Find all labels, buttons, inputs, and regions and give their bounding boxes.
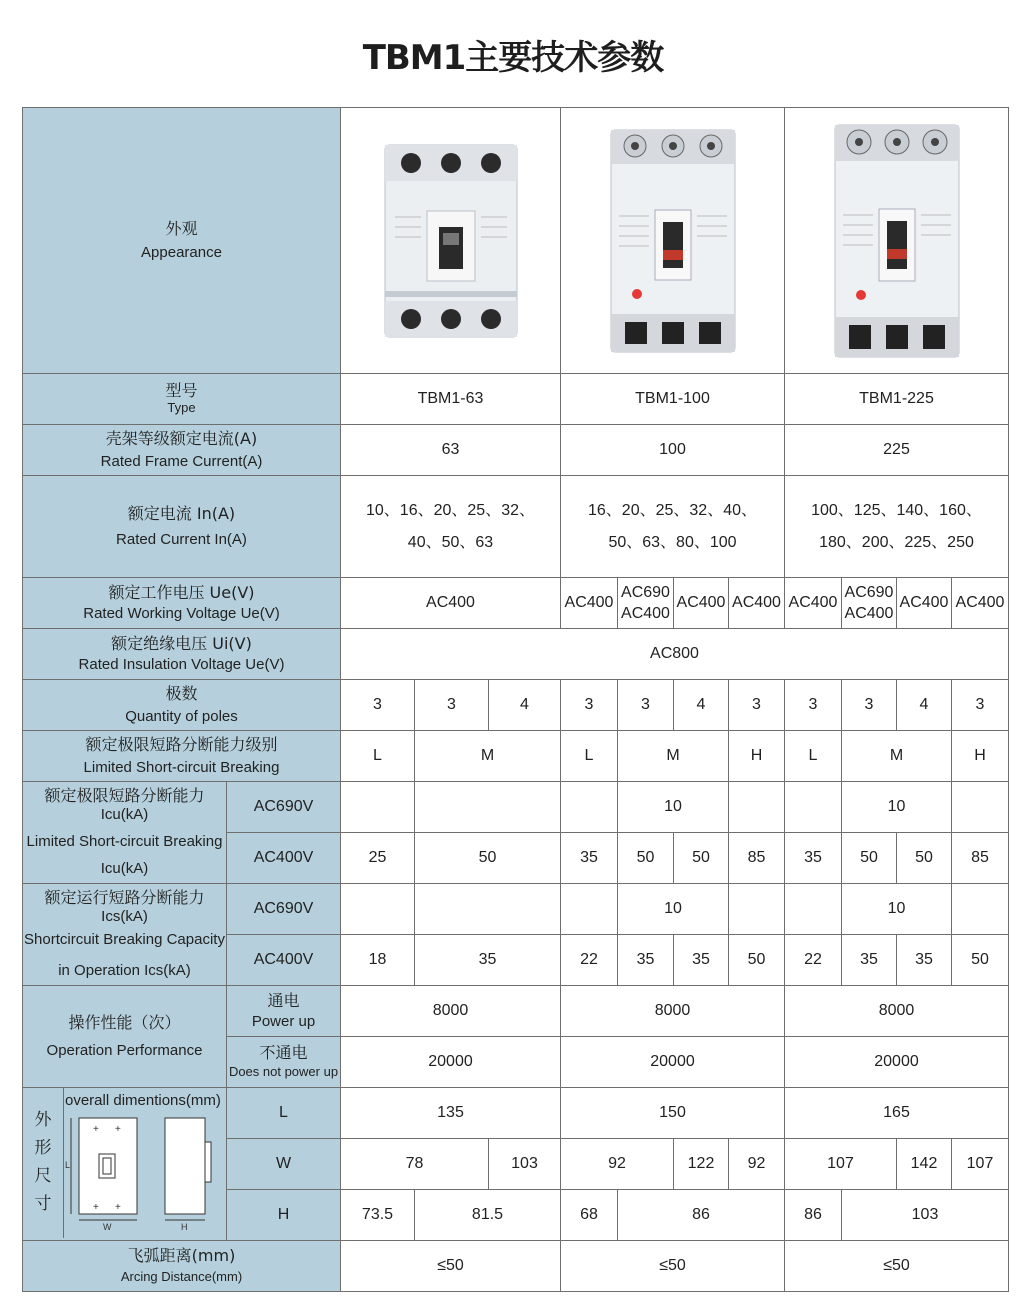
- ics400-100-d: 50: [729, 935, 785, 986]
- voltage-tbm1-225-a: AC400: [785, 578, 842, 629]
- grade-225-h: H: [952, 731, 1009, 782]
- icu400-63-a: 25: [341, 833, 415, 884]
- row-power-up: [23, 986, 1009, 1037]
- label-dimensions: 外 形 尺 寸 overall dimentions(mm) + + + + L W H: [23, 1088, 227, 1241]
- voltage-tbm1-100-a: AC400: [561, 578, 618, 629]
- type-tbm1-225: TBM1-225: [785, 374, 1009, 425]
- breaker-image-tbm1-100: [561, 108, 785, 374]
- ics690-100-a: [561, 884, 618, 935]
- row-dim-l: [23, 1088, 1009, 1139]
- svg-text:+: +: [115, 1202, 121, 1213]
- label-working-voltage: 额定工作电压 Ue(V) Rated Working Voltage Ue(V): [23, 578, 341, 629]
- voltage-tbm1-63: AC400: [341, 578, 561, 629]
- label-frame-current: 壳架等级额定电流(A) Rated Frame Current(A): [23, 425, 341, 476]
- arcing-63: ≤50: [341, 1241, 561, 1292]
- label-rated-current: 额定电流 In(A) Rated Current In(A): [23, 476, 341, 578]
- ics400-225-d: 50: [952, 935, 1009, 986]
- icu400-63-b: 50: [415, 833, 561, 884]
- no-power-100: 20000: [561, 1037, 785, 1088]
- no-power-225: 20000: [785, 1037, 1009, 1088]
- dim-w-100-c: 92: [729, 1139, 785, 1190]
- breaker-image-tbm1-225: [785, 108, 1009, 374]
- icu400-100-b: 50: [618, 833, 674, 884]
- poles-225-c: 4: [897, 680, 952, 731]
- label-appearance: 外观 Appearance: [23, 108, 341, 374]
- poles-63-b: 3: [415, 680, 489, 731]
- poles-100-d: 3: [729, 680, 785, 731]
- label-arcing: 飞弧距离(mm) Arcing Distance(mm): [23, 1241, 341, 1292]
- icu690-225-c: [952, 782, 1009, 833]
- grade-100-h: H: [729, 731, 785, 782]
- ics690-63-b: [415, 884, 561, 935]
- rated-current-tbm1-63: 10、16、20、25、32、 40、50、63: [341, 476, 561, 578]
- label-power-up: 通电 Power up: [227, 986, 341, 1037]
- svg-text:W: W: [103, 1222, 112, 1232]
- ics690-225-c: [952, 884, 1009, 935]
- dim-h-63-a: 73.5: [341, 1190, 415, 1241]
- row-ics-690: [23, 884, 1009, 935]
- grade-225-m: M: [842, 731, 952, 782]
- power-up-225: 8000: [785, 986, 1009, 1037]
- label-poles: 极数 Quantity of poles: [23, 680, 341, 731]
- ics400-225-b: 35: [842, 935, 897, 986]
- row-poles: [23, 680, 1009, 731]
- no-power-63: 20000: [341, 1037, 561, 1088]
- dim-l-225: 165: [785, 1088, 1009, 1139]
- row-frame-current: [23, 425, 1009, 476]
- frame-tbm1-100: 100: [561, 425, 785, 476]
- type-tbm1-100: TBM1-100: [561, 374, 785, 425]
- label-icu-ac400: AC400V: [227, 833, 341, 884]
- voltage-tbm1-225-b: AC690 AC400: [842, 578, 897, 629]
- row-working-voltage: [23, 578, 1009, 629]
- label-breaking-grade: 额定极限短路分断能力级别 Limited Short-circuit Breaking: [23, 731, 341, 782]
- icu400-225-b: 50: [842, 833, 897, 884]
- label-operation: 操作性能（次） Operation Performance: [23, 986, 227, 1088]
- row-insulation-voltage: [23, 629, 1009, 680]
- label-ics-ac690: AC690V: [227, 884, 341, 935]
- frame-tbm1-63: 63: [341, 425, 561, 476]
- row-type: [23, 374, 1009, 425]
- label-dim-l: L: [227, 1088, 341, 1139]
- dim-w-225-c: 107: [952, 1139, 1009, 1190]
- poles-63-a: 3: [341, 680, 415, 731]
- label-dim-h: H: [227, 1190, 341, 1241]
- row-icu-690: [23, 782, 1009, 833]
- ics690-225-b: 10: [842, 884, 952, 935]
- arcing-225: ≤50: [785, 1241, 1009, 1292]
- dim-h-225-b: 103: [842, 1190, 1009, 1241]
- svg-text:+: +: [115, 1124, 121, 1135]
- dim-l-63: 135: [341, 1088, 561, 1139]
- breaker-image-tbm1-63: [341, 108, 561, 374]
- row-appearance: [23, 108, 1009, 374]
- page-title: TBM1主要技术参数: [362, 38, 664, 78]
- poles-225-a: 3: [785, 680, 842, 731]
- label-type: 型号 Type: [23, 374, 341, 425]
- poles-100-b: 3: [618, 680, 674, 731]
- label-icu-ac690: AC690V: [227, 782, 341, 833]
- insulation-value: AC800: [341, 629, 1009, 680]
- power-up-100: 8000: [561, 986, 785, 1037]
- ics690-100-b: 10: [618, 884, 729, 935]
- dim-w-100-b: 122: [674, 1139, 729, 1190]
- rated-current-tbm1-225: 100、125、140、160、 180、200、225、250: [785, 476, 1009, 578]
- voltage-tbm1-100-b: AC690 AC400: [618, 578, 674, 629]
- dim-w-63-a: 78: [341, 1139, 489, 1190]
- icu690-225-b: 10: [842, 782, 952, 833]
- poles-100-a: 3: [561, 680, 618, 731]
- poles-63-c: 4: [489, 680, 561, 731]
- row-arcing: [23, 1241, 1009, 1292]
- grade-100-l: L: [561, 731, 618, 782]
- grade-100-m: M: [618, 731, 729, 782]
- icu690-100-a: [561, 782, 618, 833]
- icu690-225-a: [785, 782, 842, 833]
- dim-w-225-a: 107: [785, 1139, 897, 1190]
- voltage-tbm1-100-c: AC400: [674, 578, 729, 629]
- ics690-225-a: [785, 884, 842, 935]
- dim-h-225-a: 86: [785, 1190, 842, 1241]
- grade-63-l: L: [341, 731, 415, 782]
- ics400-63-b: 35: [415, 935, 561, 986]
- row-rated-current: [23, 476, 1009, 578]
- poles-100-c: 4: [674, 680, 729, 731]
- icu400-225-a: 35: [785, 833, 842, 884]
- dim-w-225-b: 142: [897, 1139, 952, 1190]
- ics690-100-c: [729, 884, 785, 935]
- ics400-225-c: 35: [897, 935, 952, 986]
- label-ics: 额定运行短路分断能力 Ics(kA) Shortcircuit Breaking Capacity in Operation Ics(kA): [23, 884, 227, 986]
- dim-h-100-a: 68: [561, 1190, 618, 1241]
- row-breaking-grade: [23, 731, 1009, 782]
- ics400-225-a: 22: [785, 935, 842, 986]
- label-no-power: 不通电 Does not power up: [227, 1037, 341, 1088]
- icu690-63-a: [341, 782, 415, 833]
- rated-current-tbm1-100: 16、20、25、32、40、 50、63、80、100: [561, 476, 785, 578]
- voltage-tbm1-225-d: AC400: [952, 578, 1009, 629]
- spec-table: [22, 107, 1009, 1292]
- dim-l-100: 150: [561, 1088, 785, 1139]
- label-dim-w: W: [227, 1139, 341, 1190]
- dim-w-100-a: 92: [561, 1139, 674, 1190]
- icu690-100-b: 10: [618, 782, 729, 833]
- ics400-100-c: 35: [674, 935, 729, 986]
- dim-w-63-b: 103: [489, 1139, 561, 1190]
- ics400-63-a: 18: [341, 935, 415, 986]
- dimension-diagram: [65, 1112, 225, 1232]
- grade-63-m: M: [415, 731, 561, 782]
- arcing-100: ≤50: [561, 1241, 785, 1292]
- label-insulation-voltage: 额定绝缘电压 Ui(V) Rated Insulation Voltage Ue(V): [23, 629, 341, 680]
- ics690-63-a: [341, 884, 415, 935]
- frame-tbm1-225: 225: [785, 425, 1009, 476]
- icu400-100-d: 85: [729, 833, 785, 884]
- svg-text:+: +: [93, 1202, 99, 1213]
- icu400-225-c: 50: [897, 833, 952, 884]
- svg-text:+: +: [93, 1124, 99, 1135]
- icu690-63-b: [415, 782, 561, 833]
- icu400-100-a: 35: [561, 833, 618, 884]
- poles-225-b: 3: [842, 680, 897, 731]
- icu400-100-c: 50: [674, 833, 729, 884]
- grade-225-l: L: [785, 731, 842, 782]
- icu690-100-c: [729, 782, 785, 833]
- svg-text:H: H: [181, 1222, 188, 1232]
- dim-h-63-b: 81.5: [415, 1190, 561, 1241]
- label-icu: 额定极限短路分断能力 Icu(kA) Limited Short-circuit Breaking Icu(kA): [23, 782, 227, 884]
- voltage-tbm1-100-d: AC400: [729, 578, 785, 629]
- type-tbm1-63: TBM1-63: [341, 374, 561, 425]
- poles-225-d: 3: [952, 680, 1009, 731]
- ics400-100-a: 22: [561, 935, 618, 986]
- voltage-tbm1-225-c: AC400: [897, 578, 952, 629]
- svg-text:L: L: [65, 1160, 71, 1170]
- ics400-100-b: 35: [618, 935, 674, 986]
- dim-h-100-b: 86: [618, 1190, 785, 1241]
- power-up-63: 8000: [341, 986, 561, 1037]
- label-ics-ac400: AC400V: [227, 935, 341, 986]
- icu400-225-d: 85: [952, 833, 1009, 884]
